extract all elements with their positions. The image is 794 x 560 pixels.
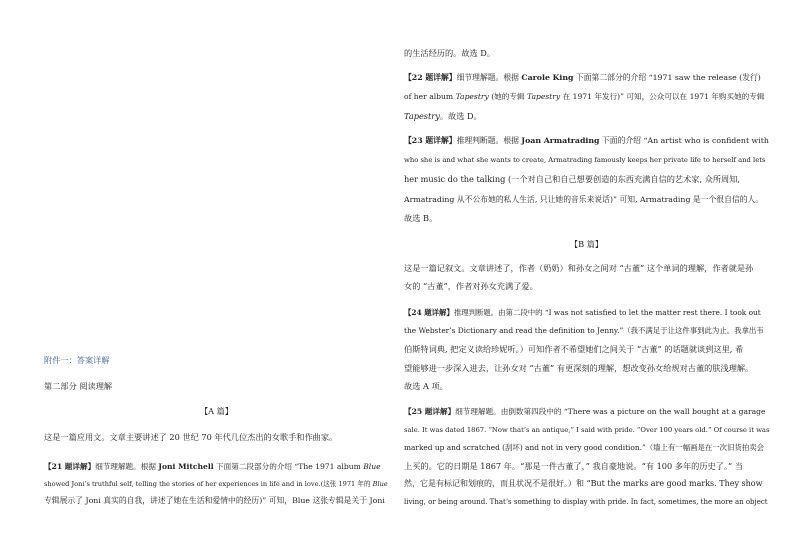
q25-line-2: sale. It was dated 1867. “Now that’s an antique,” I said with pride. “Over 100 years old.” Of course it was	[404, 426, 770, 434]
q21-continuation: 的生活经历的。故选 D。	[404, 48, 496, 58]
q23-name: Joan Armatrading	[521, 136, 600, 145]
q24-line-1: 【24 题详解】推理判断题。由第二段中的 “I was not satisfied to let the matter rest there. I took out	[404, 308, 761, 317]
q25-tag: 【25 题详解】	[404, 407, 456, 416]
q25-line-1: 【25 题详解】细节理解题。由倒数第四段中的 “There was a picture on the wall bought at a garage	[404, 407, 766, 416]
q24-line-3: 伯斯特词典, 把定义读给珍妮听。）可知作者不希望她们之间关于 “古董” 的话题就谈到这里, 希	[404, 344, 744, 354]
q22-tag: 【22 题详解】	[404, 73, 457, 82]
passage-a-heading: 【A 篇】	[199, 406, 234, 416]
q24-tag: 【24 题详解】	[404, 308, 454, 317]
q23-line-2: who she is and what she wants to create, Armatrading famously keeps her private life to herself and lets	[404, 156, 766, 164]
q21-line-1: 【21 题详解】细节理解题。根据 Joni Mitchell 下面第二段部分的介绍 “The 1971 album Blue	[44, 462, 381, 471]
q24-line-4: 望能够进一步深入进去，让孙女对 “古董” 有更深刻的理解，想改变孙女给规对古董的肤浅理解。	[404, 363, 754, 373]
passage-a-intro: 这是一篇应用文。文章主要讲述了 20 世纪 70 年代几位杰出的女歌手和作曲家。	[44, 432, 338, 442]
q25-line-5: 然，它是有标记和划痕的，而且状况不是很好。）和 “But the marks are good marks. They show	[404, 479, 763, 488]
q23-line-5: 故选 B。	[404, 213, 438, 223]
passage-b-intro-1: 这是一篇记叙文。文章讲述了，作者（奶奶）和孙女之间对 “古董” 这个单词的理解，作者就是孙	[404, 263, 754, 273]
q22-line-1: 【22 题详解】细节理解题。根据 Carole King 下面第二部分的介绍 “1971 saw the release (发行)	[404, 73, 761, 82]
q24-line-5: 故选 A 项。	[404, 381, 448, 391]
q21-tag: 【21 题详解】	[44, 462, 96, 471]
q25-line-3: marked up and scratched (刮坏) and not in very good condition.”（墙上有一幅画是在一次旧货拍卖会	[404, 443, 764, 452]
q21-line-2: showed Joni’s truthful self, telling the stories of her experiences in life and in love.(这张 1971 年的 Blue	[44, 480, 388, 488]
q23-line-1: 【23 题详解】推理判断题。根据 Joan Armatrading 下面的介绍 “An artist who is confident with	[404, 136, 769, 145]
q25-line-6: living, or being around. That’s something to display with pride. In fact, sometimes, the more an object	[404, 498, 768, 506]
appendix-heading: 附件一：答案详解	[44, 355, 110, 365]
q21-line-3: 专辑展示了 Joni 真实的自我，讲述了她在生活和爱情中的经历)” 可知，Blue 这张专辑是关于 Joni	[44, 496, 385, 505]
q22-line-3: Tapestry。故选 D。	[404, 111, 482, 121]
q23-tag: 【23 题详解】	[404, 136, 457, 145]
q25-line-4: 上买的。它的日期是 1867 年。“那是一件古董了，” 我自豪地说。“有 100 多年的历史了。” 当	[404, 461, 743, 471]
q24-line-2: the Webster’s Dictionary and read the definition to Jenny.”（我不满足于让这件事到此为止。我拿出韦	[404, 326, 764, 335]
q22-line-2: of her album Tapestry (她的专辑 Tapestry 在 1971 年发行)” 可知，公众可以在 1971 年购买她的专辑	[404, 92, 765, 101]
q23-line-4: Armatrading 从不公布她的私人生活, 只让她的音乐来说话)” 可知, Armatrading 是一个很自信的人。	[404, 195, 764, 204]
q23-line-3: her music do the talking (一个对自己和自己想要创造的东西充满自信的艺术家, 众所周知,	[404, 174, 741, 184]
passage-b-heading: 【B 篇】	[569, 239, 604, 249]
passage-b-intro-2: 女的 “古董”，作者对孙女充满了爱。	[404, 281, 538, 291]
q22-name: Carole King	[521, 73, 574, 82]
q21-name: Joni Mitchell	[158, 462, 214, 471]
section-heading: 第二部分 阅读理解	[44, 381, 113, 391]
